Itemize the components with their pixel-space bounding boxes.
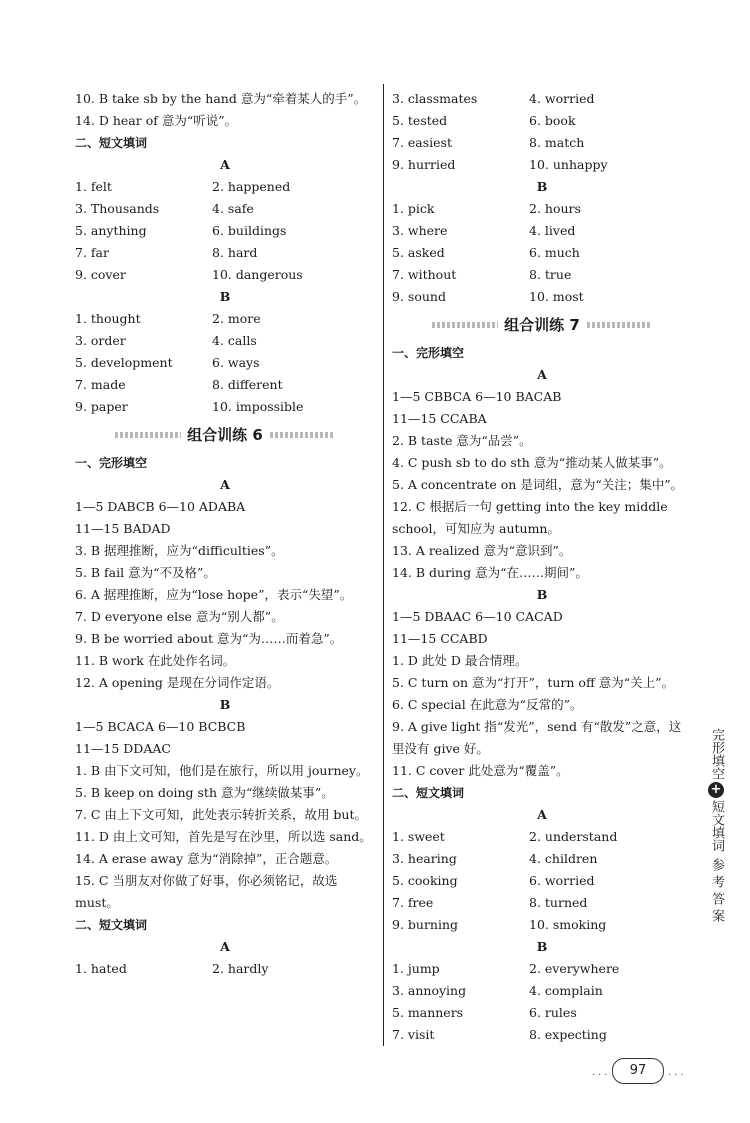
- answer-pair: [392, 286, 692, 308]
- answer-pair: [392, 1002, 692, 1024]
- answer-note: 1—5 DABCB 6—10 ADABA: [75, 499, 246, 514]
- answer-pair: [392, 154, 692, 176]
- answer-pair: [75, 396, 375, 418]
- answer-note: 12. C 根据后一句 getting into the key middle school，可知应为 autumn。: [392, 499, 668, 536]
- part-label: A: [220, 939, 230, 954]
- answer-pair: [392, 242, 692, 264]
- answer-note: 6. A 据理推断，应为“lose hope”，表示“失望”。: [75, 587, 353, 602]
- part-label: B: [219, 289, 231, 304]
- answer-item: 5. cooking: [392, 873, 458, 888]
- answer-note: 1. D 此处 D 最合情理。: [392, 653, 528, 668]
- page-dots-left: ···: [592, 1070, 611, 1081]
- side-tab-tail: 参考答案: [709, 858, 724, 926]
- answer-note: 3. B 据理推断，应为“difficulties”。: [75, 543, 284, 558]
- answer-note: 11—15 CCABA: [392, 411, 487, 426]
- answer-pair: [392, 198, 692, 220]
- answer-item: 3. annoying: [392, 983, 467, 998]
- answer-note: 14. B during 意为“在……期间”。: [392, 565, 588, 580]
- section-heading: [392, 310, 692, 340]
- heading-decoration: [582, 322, 652, 328]
- answer-item: 4. calls: [212, 333, 257, 348]
- answer-item: 10. unhappy: [529, 157, 608, 172]
- answer-note: 7. C 由上下文可知，此处表示转折关系，故用 but。: [75, 807, 367, 822]
- answer-item: 9. cover: [75, 267, 126, 282]
- answer-item: 9. burning: [392, 917, 459, 932]
- answer-note: 11. B work 在此处作名词。: [75, 653, 236, 668]
- answer-item: 4. worried: [529, 91, 595, 106]
- answer-note: 5. C turn on 意为“打开”，turn off 意为“关上”。: [392, 675, 675, 690]
- answer-pair: [392, 264, 692, 286]
- answer-item: 3. order: [75, 333, 126, 348]
- answer-pair: [75, 352, 375, 374]
- answer-note: 5. B fail 意为“不及格”。: [75, 565, 216, 580]
- answer-note: 12. A opening 是现在分词作定语。: [75, 675, 280, 690]
- answer-item: 9. sound: [392, 289, 446, 304]
- answer-item: 7. visit: [392, 1027, 435, 1042]
- answer-item: 5. tested: [392, 113, 448, 128]
- answer-item: 2. understand: [529, 829, 618, 844]
- answer-item: 10. smoking: [529, 917, 607, 932]
- answer-item: 3. Thousands: [75, 201, 160, 216]
- answer-item: 6. rules: [529, 1005, 577, 1020]
- answer-pair: [392, 132, 692, 154]
- answer-item: 5. manners: [392, 1005, 464, 1020]
- answer-item: 1. pick: [392, 201, 435, 216]
- answer-pair: [392, 110, 692, 132]
- part-label: B: [219, 697, 231, 712]
- side-tab: [703, 728, 729, 926]
- answer-item: 1. sweet: [392, 829, 445, 844]
- answer-pair: [75, 242, 375, 264]
- answer-item: 4. lived: [529, 223, 576, 238]
- answer-pair: [392, 958, 692, 980]
- answer-note: 5. B keep on doing sth 意为“继续做某事”。: [75, 785, 334, 800]
- answer-item: 6. much: [529, 245, 580, 260]
- answer-item: 1. thought: [75, 311, 141, 326]
- answer-item: 5. development: [75, 355, 173, 370]
- answer-item: 4. safe: [212, 201, 254, 216]
- side-tab-bottom: 短文填词: [709, 800, 724, 852]
- answer-note: 7. D everyone else 意为“别人都”。: [75, 609, 284, 624]
- answer-note: 11—15 BADAD: [75, 521, 171, 536]
- answer-item: 6. book: [529, 113, 576, 128]
- answer-item: 7. without: [392, 267, 457, 282]
- answer-pair: [75, 330, 375, 352]
- part-label: A: [220, 477, 230, 492]
- right-column: [392, 88, 692, 1046]
- left-column: [75, 88, 375, 980]
- answer-note: 9. A give light 指“发光”，send 有“散发”之意，这里没有 give 好。: [392, 719, 682, 756]
- heading-text: 组合训练 6: [181, 426, 269, 444]
- answer-pair: [392, 848, 692, 870]
- answer-item: 8. hard: [212, 245, 258, 260]
- answer-note: 11. D 由上文可知，首先是写在沙里，所以选 sand。: [75, 829, 372, 844]
- answer-item: 7. free: [392, 895, 434, 910]
- answer-note: 15. C 当朋友对你做了好事，你必须铭记，故选 must。: [75, 873, 338, 910]
- answer-pair: [392, 980, 692, 1002]
- answer-item: 10. dangerous: [212, 267, 303, 282]
- answer-item: 8. match: [529, 135, 585, 150]
- answer-pair: [392, 1024, 692, 1046]
- answer-pair: [392, 870, 692, 892]
- answer-note: 13. A realized 意为“意识到”。: [392, 543, 572, 558]
- subsection-title: 二、短文填词: [392, 786, 465, 800]
- answer-note: 11. C cover 此处意为“覆盖”。: [392, 763, 569, 778]
- part-label: A: [537, 367, 547, 382]
- answer-note: 9. B be worried about 意为“为……而着急”。: [75, 631, 343, 646]
- answer-item: 8. true: [529, 267, 572, 282]
- answer-note: 5. A concentrate on 是词组，意为“关注；集中”。: [392, 477, 684, 492]
- subsection-title: 一、完形填空: [392, 346, 465, 360]
- answer-item: 3. classmates: [392, 91, 478, 106]
- heading-text: 组合训练 7: [498, 316, 586, 334]
- answer-item: 3. hearing: [392, 851, 457, 866]
- answer-pair: [392, 220, 692, 242]
- answer-item: 4. children: [529, 851, 598, 866]
- answer-pair: [392, 826, 692, 848]
- side-tab-top: 完形填空: [709, 728, 724, 780]
- answer-note: 1—5 BCACA 6—10 BCBCB: [75, 719, 246, 734]
- answer-note: 1—5 CBBCA 6—10 BACAB: [392, 389, 562, 404]
- heading-decoration: [265, 432, 335, 438]
- answer-pair: [75, 374, 375, 396]
- answer-pair: [75, 958, 375, 980]
- part-label: A: [220, 157, 230, 172]
- plus-icon: +: [708, 782, 724, 798]
- answer-item: 8. turned: [529, 895, 588, 910]
- answer-pair: [75, 198, 375, 220]
- part-label: B: [536, 587, 548, 602]
- answer-item: 2. hours: [529, 201, 581, 216]
- heading-decoration: [115, 432, 185, 438]
- answer-item: 2. hardly: [212, 961, 269, 976]
- answer-pair: [75, 308, 375, 330]
- answer-item: 8. different: [212, 377, 283, 392]
- subsection-title: 一、完形填空: [75, 456, 148, 470]
- subsection-title: 二、短文填词: [75, 918, 148, 932]
- answer-note: 1. B 由下文可知，他们是在旅行，所以用 journey。: [75, 763, 369, 778]
- answer-pair: [75, 220, 375, 242]
- answer-pair: [75, 176, 375, 198]
- page-dots-right: ···: [668, 1070, 687, 1081]
- answer-item: 8. expecting: [529, 1027, 607, 1042]
- answer-item: 2. everywhere: [529, 961, 620, 976]
- part-label: B: [536, 939, 548, 954]
- answer-item: 5. anything: [75, 223, 147, 238]
- answer-item: 6. worried: [529, 873, 595, 888]
- answer-item: 10. most: [529, 289, 584, 304]
- answer-item: 1. jump: [392, 961, 440, 976]
- answer-pair: [392, 88, 692, 110]
- section-heading: [75, 420, 375, 450]
- answer-note: 4. C push sb to do sth 意为“推动某人做某事”。: [392, 455, 672, 470]
- answer-pair: [392, 914, 692, 936]
- answer-note: 14. A erase away 意为“消除掉”，正合题意。: [75, 851, 338, 866]
- answer-note: 11—15 CCABD: [392, 631, 488, 646]
- answer-note: 1—5 DBAAC 6—10 CACAD: [392, 609, 563, 624]
- answer-note: 11—15 DDAAC: [75, 741, 171, 756]
- part-label: B: [536, 179, 548, 194]
- answer-item: 9. paper: [75, 399, 128, 414]
- answer-item: 2. happened: [212, 179, 291, 194]
- part-label: A: [537, 807, 547, 822]
- answer-item: 4. complain: [529, 983, 603, 998]
- answer-item: 1. hated: [75, 961, 127, 976]
- answer-pair: [392, 892, 692, 914]
- answer-item: 7. far: [75, 245, 109, 260]
- answer-item: 3. where: [392, 223, 448, 238]
- answer-item: 6. ways: [212, 355, 260, 370]
- answer-pair: [75, 264, 375, 286]
- answer-item: 7. easiest: [392, 135, 452, 150]
- answer-note: 14. D hear of 意为“听说”。: [75, 113, 238, 128]
- answer-item: 10. impossible: [212, 399, 304, 414]
- page-number: 97: [612, 1058, 664, 1084]
- answer-item: 6. buildings: [212, 223, 287, 238]
- answer-note: 2. B taste 意为“品尝”。: [392, 433, 532, 448]
- answer-item: 7. made: [75, 377, 126, 392]
- answer-item: 5. asked: [392, 245, 445, 260]
- answer-item: 1. felt: [75, 179, 112, 194]
- heading-decoration: [432, 322, 502, 328]
- answer-note: 6. C special 在此意为“反常的”。: [392, 697, 583, 712]
- answer-note: 10. B take sb by the hand 意为“牵着某人的手”。: [75, 91, 367, 106]
- answer-item: 2. more: [212, 311, 261, 326]
- answer-item: 9. hurried: [392, 157, 456, 172]
- subsection-title: 二、短文填词: [75, 136, 148, 150]
- column-divider: [383, 84, 384, 1046]
